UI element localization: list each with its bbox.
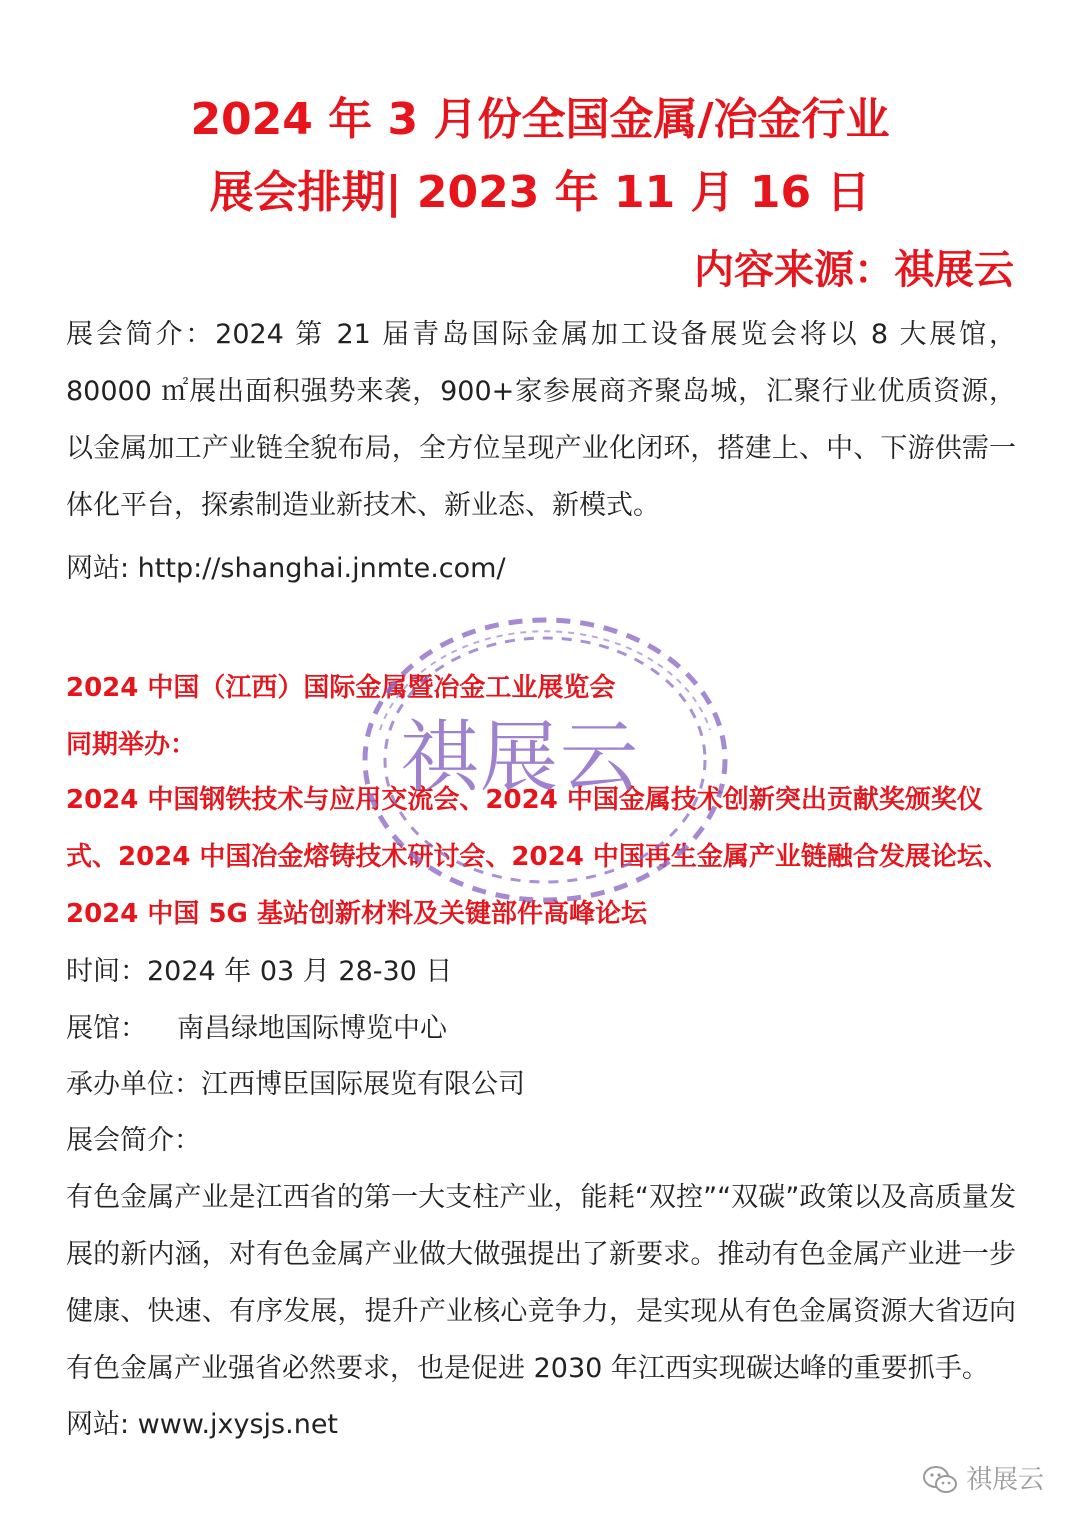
expo1-intro: 展会简介：2024 第 21 届青岛国际金属加工设备展览会将以 8 大展馆，80000 ㎡展出面积强势来袭，900+家参展商齐聚岛城，汇聚行业优质资源，以金属加工产业链全貌布局，全方位呈现产业化闭环，搭建上、中、下游供需一体化平台，探索制造业新技术、新业态、新模式。 — [66, 319, 1016, 521]
expo1-website-link[interactable]: 网站: http://shanghai.jnmte.com/ — [66, 553, 506, 584]
expo2-name: 2024 中国（江西）国际金属暨冶金工业展览会 — [66, 673, 616, 703]
venue-label: 展馆： — [66, 1013, 147, 1044]
expo2-website-link[interactable]: 网站: www.jxysjs.net — [66, 1409, 339, 1440]
concurrent-events: 2024 中国钢铁技术与应用交流会、2024 中国金属技术创新突出贡献奖颁奖仪式、2024 中国冶金熔铸技术研讨会、2024 中国再生金属产业链融合发展论坛、2024 中国 5G 基站创新材料及关键部件高峰论坛 — [66, 785, 1009, 929]
expo2-venue — [66, 1000, 1016, 1057]
watermark-text: 祺展云 — [400, 713, 641, 803]
title-line-1: 2024 年 3 月份全国金属/冶金行业 — [190, 94, 890, 145]
concurrent-label: 同期举办： — [66, 730, 197, 760]
title-line-2: 展会排期| 2023 年 11 月 16 日 — [209, 167, 871, 218]
venue-name: 南昌绿地国际博览中心 — [177, 1013, 447, 1044]
footer-brand-name: 祺展云 — [965, 1465, 1044, 1495]
expo2-time: 时间：2024 年 03 月 28-30 日 — [66, 956, 453, 987]
expo2-intro-label: 展会简介： — [66, 1125, 201, 1156]
content-source: 内容来源：祺展云 — [694, 247, 1014, 293]
expo2-intro: 有色金属产业是江西省的第一大支柱产业，能耗“双控”“双碳”政策以及高质量发展的新内涵，对有色金属产业做大做强提出了新要求。推动有色金属产业进一步健康、快速、有序发展，提升产业核心竞争力，是实现从有色金属资源大省迈向有色金属产业强省必然要求，也是促进 2030 年江西实现碳达峰的重要抓手。 — [66, 1182, 1016, 1384]
footer-brand — [922, 1460, 1044, 1500]
expo2-organizer: 承办单位：江西博臣国际展览有限公司 — [66, 1069, 525, 1100]
wechat-icon — [922, 1465, 958, 1495]
